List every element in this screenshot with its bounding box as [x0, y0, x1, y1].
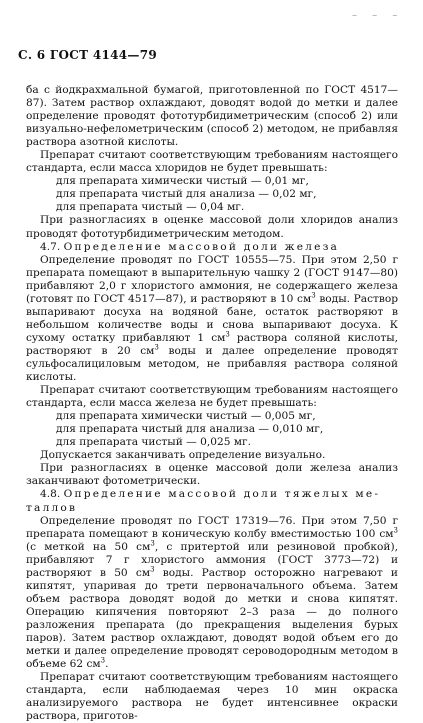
superscript: 3 — [311, 291, 316, 300]
section-title: Определение массовой доли тяжелых ме- — [63, 488, 381, 501]
corner-marks: – – – — [352, 10, 404, 21]
superscript: 3 — [154, 343, 159, 352]
iron-limit-item: для препарата чистый для анализа — 0,010 мг, — [56, 423, 324, 436]
chloride-limit-item: для препарата чистый для анализа — 0,02 мг, — [56, 188, 317, 201]
section-heading-4-7 — [26, 241, 398, 254]
text-run: , с притертой или резиновой пробкой), прибавляют 7 г хлористого аммония (ГОСТ 3773—72) и растворяют в 50 см — [26, 540, 398, 579]
paragraph-iron-dispute: При разногласиях в оценке массовой доли железа анализ заканчивают фотометрически. — [26, 462, 398, 488]
superscript: 3 — [225, 330, 230, 339]
text-run: воды и далее определение проводят сульфосалициловым методом, не прибавляя раствора соляной кислоты. — [26, 344, 398, 384]
text-run: Определение проводят по ГОСТ 10555—75. При этом 2,50 г препарата помещают в выпарительную чашку 2 (ГОСТ 9147—80) прибавляют 2,0 г хлористого аммония, не содержащего железа (готовят по ГОСТ 4517—87), и растворяют в 10 см — [26, 253, 398, 305]
paragraph-iron-requirement: Препарат считают соответствующим требованиям настоящего стандарта, если масса железа не будет превышать: — [26, 384, 398, 410]
section-number: 4.7. — [40, 240, 61, 253]
section-number: 4.8. — [40, 488, 61, 501]
section-heading-4-8 — [26, 488, 398, 514]
paragraph-chloride-dispute: При разногласиях в оценке массовой доли хлоридов анализ проводят фототурбидиметрическим методом. — [26, 214, 398, 240]
section-title: Определение массовой доли железа — [63, 240, 340, 253]
text-run: (с меткой на 50 см — [26, 540, 151, 553]
paragraph-chloride-requirement: Препарат считают соответствующим требованиям настоящего стандарта, если масса хлоридов не будет превышать: — [26, 149, 398, 175]
superscript: 3 — [100, 656, 106, 665]
chloride-limit-item: для препарата химически чистый — 0,01 мг, — [56, 175, 309, 188]
superscript: 3 — [150, 539, 155, 548]
text-run: Определение проводят по ГОСТ 17319—76. При этом 7,50 г препарата помещают в коническую колбу вместимостью 100 см — [26, 514, 398, 540]
section-title-cont: таллов — [26, 501, 78, 514]
paragraph-visual: Допускается заканчивать определение визуально. — [40, 449, 326, 462]
text-run: воды. Раствор осторожно нагревают и кипятят, упаривая до трети первоначального объема. Затем объем раствора доводят водой до метки и снова кипятят. Операцию кипячения повторяют 2–3 раза — до полного разложения препарата (до прекращения выделения бурых паров). Затем раствор охлаждают, доводят водой объем его до метки и далее определение проводят сероводородным методом в объеме 62 см — [26, 566, 398, 671]
text-run: воды. Раствор выпаривают досуха на водяной бане, остаток растворяют в небольшом количестве воды и снова выпаривают досуха. К сухому остатку прибавляют 1 см — [26, 292, 398, 344]
page-header: С. 6 ГОСТ 4144—79 — [18, 48, 158, 62]
superscript: 3 — [150, 565, 155, 574]
iron-limit-item: для препарата химически чистый — 0,005 мг, — [56, 410, 316, 423]
paragraph-iron-method — [26, 254, 398, 384]
text-run: раствора соляной кислоты, растворяют в 20 см — [26, 331, 398, 357]
document-body — [26, 84, 398, 723]
iron-limit-item: для препарата чистый — 0,025 мг. — [56, 436, 251, 449]
text-run: . — [105, 658, 109, 671]
chloride-limit-item: для препарата чистый — 0,04 мг. — [56, 201, 245, 214]
superscript: 3 — [393, 526, 398, 535]
paragraph-continuation: ба с йодкрахмальной бумагой, приготовленной по ГОСТ 4517—87). Затем раствор охлаждают, доводят водой до метки и далее определение проводят фототурбидиметрическим (способ 2) или визуально-нефелометрическим (способ 2) методом, не прибавляя раствора азотной кислоты. — [26, 84, 398, 149]
paragraph-heavy-metals-requirement: Препарат считают соответствующим требованиям настоящего стандарта, если наблюдаемая через 10 мин окраска анализируемого раствора не будет интенсивнее окраски раствора, приготов- — [26, 671, 398, 723]
paragraph-heavy-metals-method — [26, 515, 398, 672]
